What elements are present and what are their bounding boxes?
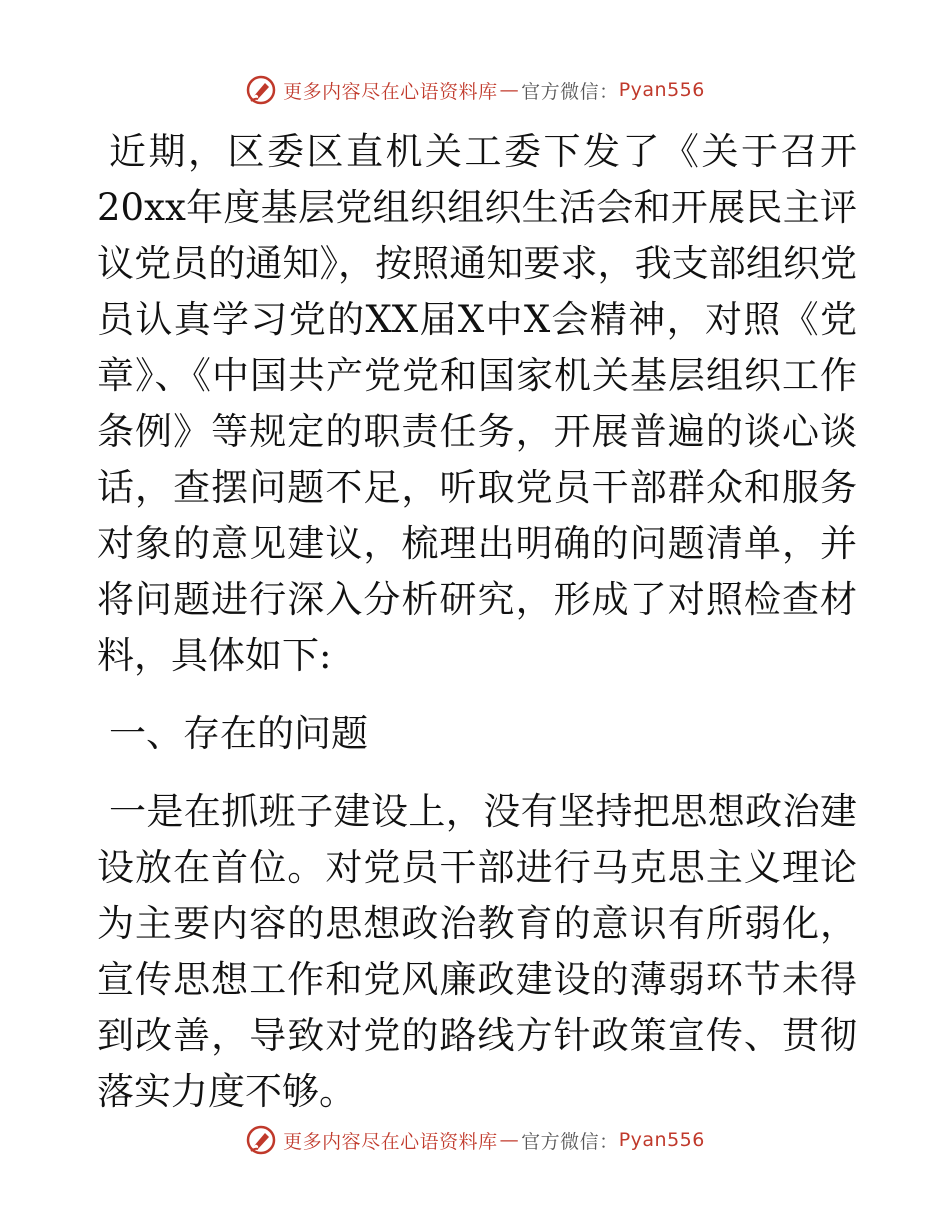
banner-brand-text: 更多内容尽在心语资料库 [283, 80, 498, 103]
pen-nib-logo-icon [245, 1124, 277, 1156]
banner-account-id: Pyan556 [618, 1129, 705, 1151]
problem-paragraph: 一是在抓班子建设上，没有坚持把思想政治建设放在首位。对党员干部进行马克思主义理论为主要内容的思想政治教育的意识有所弱化，宣传思想工作和党风廉政建设的薄弱环节未得到改善，导致对党的路线方针政策宣传、贯彻落实力度不够。 [97, 790, 857, 1113]
pen-nib-logo-icon [245, 74, 277, 106]
banner-brand-text: 更多内容尽在心语资料库 [283, 1130, 498, 1153]
banner-dash: — [499, 79, 520, 101]
banner-dash: — [499, 1129, 520, 1151]
document-body [97, 124, 857, 1120]
section-heading: 一、存在的问题 [109, 712, 368, 755]
intro-paragraph: 近期，区委区直机关工委下发了《关于召开20xx年度基层党组织组织生活会和开展民主评议党员的通知》，按照通知要求，我支部组织党员认真学习党的XX届X中X会精神，对照《党章》、《中国共产党党和国家机关基层组织工作条例》等规定的职责任务，开展普遍的谈心谈话，查摆问题不足，听取党员干部群众和服务对象的意见建议，梳理出明确的问题清单，并将问题进行深入分析研究，形成了对照检查材料，具体如下: [97, 130, 857, 677]
banner-wechat-label: 官方微信： [521, 80, 619, 103]
footer-banner [0, 1120, 950, 1160]
banner-account-id: Pyan556 [618, 79, 705, 101]
header-banner [0, 70, 950, 110]
banner-wechat-label: 官方微信： [521, 1130, 619, 1153]
